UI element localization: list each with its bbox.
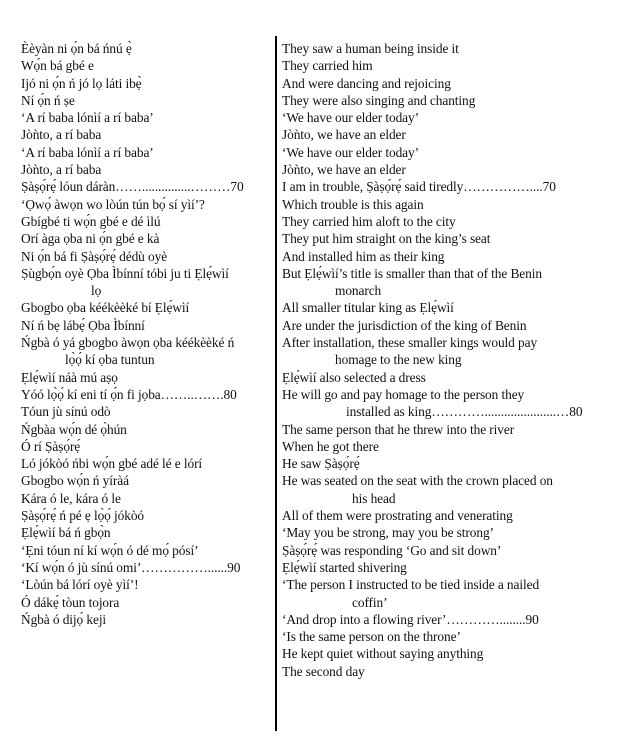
verse-line: Kára ó le, kára ó le [21,490,121,506]
translation-line: Ṣàṣọ́rẹ́ was responding ‘Go and sit down’ [282,542,502,558]
translation-line: He kept quiet without saying anything [282,646,484,662]
verse-line: Ó dákẹ́ tòun tojora [21,594,120,610]
verse-line: ‘Ẹni tóun ní kí wọ́n ó dé mọ́ pósí’ [21,542,199,558]
verse-line: Ẹlẹ́wìí náà mú aṣọ [21,369,118,385]
column-divider [275,36,277,731]
verse-line-90: ‘Kí wọ́n ó jù sínú omi’……………......90 [21,559,241,575]
verse-line: Ni ọ́n bá fi Ṣàṣọ́rẹ́ dédù oyè [21,248,168,264]
translation-line-continuation: his head [352,490,396,506]
verse-line: Ní ọ́n ń ṣe [21,92,75,108]
translation-line: When he got there [282,438,379,454]
verse-line: Gbígbé ti wọ́n gbé e dé ìlú [21,213,161,229]
translation-line: All smaller titular king as Ẹlẹ́wìí [282,300,454,316]
translation-line: After installation, these smaller kings would pay [282,335,538,351]
translation-line: And were dancing and rejoicing [282,75,451,91]
verse-line: Ńgbà ó yá gbogbo àwọn ọba kéékèèké ń [21,335,235,351]
translation-line: He was seated on the seat with the crown placed on [282,473,553,489]
verse-line: Ńgbà ó dijọ́ keji [21,611,107,627]
verse-line: Ló jókòó ńbi wọ́n gbé adé lé e lórí [21,456,203,472]
verse-line: ‘A rí baba lónìí a rí baba’ [21,144,154,160]
translation-line: They carried him [282,58,373,74]
verse-line-continuation: lọ̀ọ́ kí ọba tuntun [65,352,155,368]
verse-line: Èèyàn ni ọ́n bá ńnú ẹ̀ [21,41,132,56]
translation-line-continuation: monarch [335,283,382,299]
verse-line-70: Ṣàṣọ́rẹ́ lóun dáràn……...............………70 [21,179,244,195]
verse-line: Ó rí Ṣàṣọ́rẹ́ [21,438,81,454]
translation-line-continuation: coffin’ [352,594,388,610]
translation-line: All of them were prostrating and venerating [282,508,513,524]
verse-line: Jòǹto, a rí baba [21,162,102,178]
verse-line: Ẹlẹ́wìí bá ń gbọ̀n [21,525,111,541]
translation-line: Jòǹto, we have an elder [282,162,406,178]
verse-line: Tóun jù sínú odò [21,404,111,420]
translation-line: They saw a human being inside it [282,41,459,56]
translation-line: Jòǹto, we have an elder [282,127,406,143]
translation-line-70: I am in trouble, Ṣàṣọ́rẹ́ said tiredly……………....70 [282,179,556,195]
translation-line-90: ‘And drop into a flowing river’…………........90 [282,611,539,627]
translation-line: Which trouble is this again [282,196,424,212]
translation-line: They carried him aloft to the city [282,213,456,229]
translation-line-continuation: homage to the new king [335,352,462,368]
translation-line: ‘May you be strong, may you be strong’ [282,525,494,541]
verse-line: Gbogbo ọba kéékèèké bí Ẹlẹ́wìí [21,300,190,316]
english-translation-column [282,40,616,680]
translation-line: Ẹlẹ́wìí started shivering [282,559,407,575]
verse-line-80: Yóó lọ̀ọ́ kí eni tí ọ́n fi jọba……..…….80 [21,386,237,402]
translation-line: He saw Ṣàṣọ́rẹ́ [282,456,360,472]
translation-line: They were also singing and chanting [282,92,476,108]
translation-line: ‘We have our elder today’ [282,144,419,160]
verse-line: Ṣùgbọ́n oyè Ọba Ìbínní tóbi ju ti Ẹlẹ́wìí [21,265,229,281]
verse-line: Ní ń bẹ lábẹ́ Ọba Ìbínní [21,317,145,333]
translation-line: The same person that he threw into the river [282,421,515,437]
verse-line: Jòǹto, a rí baba [21,127,102,143]
verse-line: Gbogbo wọ́n ń yíràá [21,473,129,489]
verse-line: Ijó ni ọ́n ń jó lọ láti ibẹ̀ [21,75,142,91]
translation-line: He will go and pay homage to the person they [282,386,525,402]
verse-line: Orí àga ọba ni ọ́n gbé e kà [21,231,160,247]
translation-line: ‘We have our elder today’ [282,110,419,126]
verse-line: ‘Lòún bá lórí oyè yìí’! [21,577,139,593]
translation-line: ‘Is the same person on the throne’ [282,629,461,645]
translation-line: The second day [282,663,365,679]
verse-line: Wọ́n bá gbé e [21,58,94,74]
translation-line: They put him straight on the king’s seat [282,231,491,247]
verse-line-continuation: lọ [91,283,102,299]
verse-line: Ṣàṣọ́rẹ́ ń pé ẹ lọ̀ọ́ jókòó [21,508,145,524]
verse-line: ‘Ọwọ́ àwọn wo lòún tún bọ́ sí yìí’? [21,196,205,212]
yoruba-text-column [21,40,273,628]
translation-line: Are under the jurisdiction of the king of Benin [282,317,527,333]
translation-line: And installed him as their king [282,248,445,264]
translation-line: ‘The person I instructed to be tied inside a nailed [282,577,540,593]
verse-line: ‘A rí baba lónìí a rí baba’ [21,110,154,126]
translation-line-continuation-80: installed as king…………......................…80 [346,404,583,420]
translation-line: But Ẹlẹ́wìí’s title is smaller than that of the Benin [282,265,542,281]
translation-line: Ẹlẹ́wìí also selected a dress [282,369,426,385]
verse-line: Ńgbàa wọ́n dé ọ̀hún [21,421,127,437]
